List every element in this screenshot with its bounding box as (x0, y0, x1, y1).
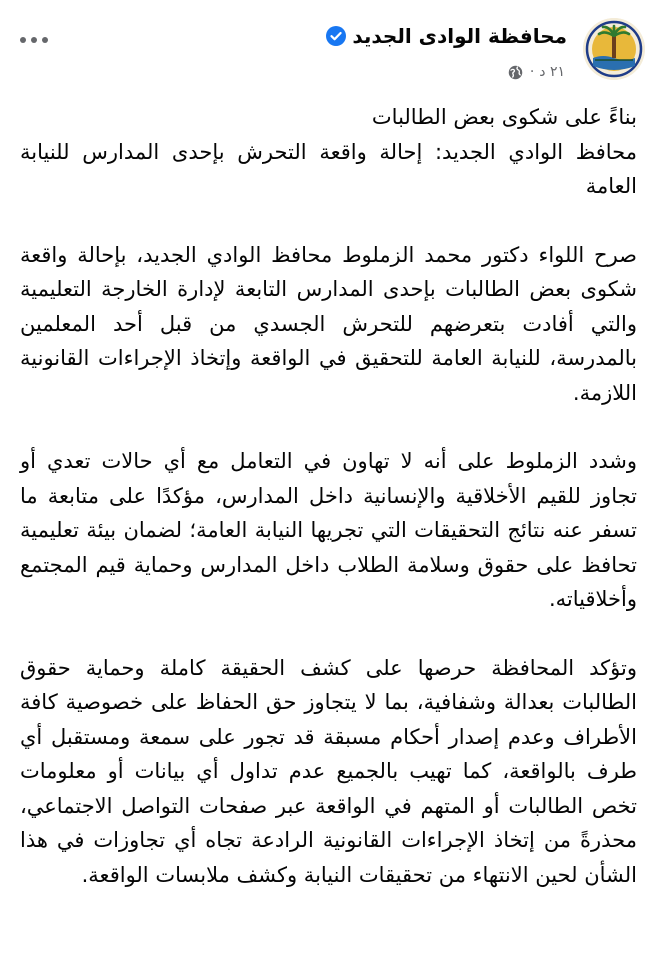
more-options-icon (19, 36, 49, 44)
globe-icon[interactable] (508, 65, 523, 80)
post-timestamp[interactable]: ٢١ د (539, 64, 565, 80)
post-meta (508, 64, 565, 80)
post-headline: بناءً على شكوى بعض الطالبات (371, 105, 637, 129)
post-body (20, 100, 637, 892)
governorate-logo-icon (583, 18, 645, 80)
post-title: محافظ الوادي الجديد: إحالة واقعة التحرش بإحدى المدارس للنيابة العامة (20, 139, 637, 198)
meta-separator: · (529, 64, 535, 80)
post-header (14, 14, 645, 90)
page-name[interactable]: محافظة الوادى الجديد (352, 24, 567, 48)
post-paragraph: وتؤكد المحافظة حرصها على كشف الحقيقة كاملة وحماية حقوق الطالبات بعدالة وشفافية، بما لا يتجاوز حق الحفاظ على خصوصية كافة الأطراف وعدم إصدار أحكام مسبقة قد تجور على سمعة ومستقبل أي طرف بالواقعة، كما تهيب بالجميع عدم تداول أي بيانات أو معلومات تخص الطالبات أو المتهم في الواقعة عبر صفحات التواصل الاجتماعي، محذرةً من إتخاذ الإجراءات القانونية الرادعة تجاه أي تجاوزات في هذا الشأن لحين الانتهاء من تحقيقات النيابة وكشف ملابسات الواقعة. (20, 655, 637, 887)
page-name-row (326, 22, 567, 50)
more-options-button[interactable] (16, 30, 52, 50)
verified-badge-icon (326, 26, 346, 46)
page-avatar[interactable] (583, 18, 645, 80)
post-paragraph: وشدد الزملوط على أنه لا تهاون في التعامل مع أي حالات تعدي أو تجاوز للقيم الأخلاقية والإنسانية داخل المدارس، مؤكدًا على متابعة ما تسفر عنه نتائج التحقيقات التي تجريها النيابة العامة؛ لضمان بيئة تعليمية تحافظ على حقوق وسلامة الطلاب داخل المدارس وحماية قيم المجتمع وأخلاقياته. (20, 449, 637, 611)
post-paragraph: صرح اللواء دكتور محمد الزملوط محافظ الوادي الجديد، بإحالة واقعة شكوى بعض الطالبات بإحدى المدارس التابعة لإدارة الخارجة التعليمية والتي أفادت بتعرضهم للتحرش الجسدي من قبل أحد المعلمين بالمدرسة، للنيابة العامة للتحقيق في الواقعة وإتخاذ الإجراءات القانونية اللازمة. (20, 242, 637, 405)
